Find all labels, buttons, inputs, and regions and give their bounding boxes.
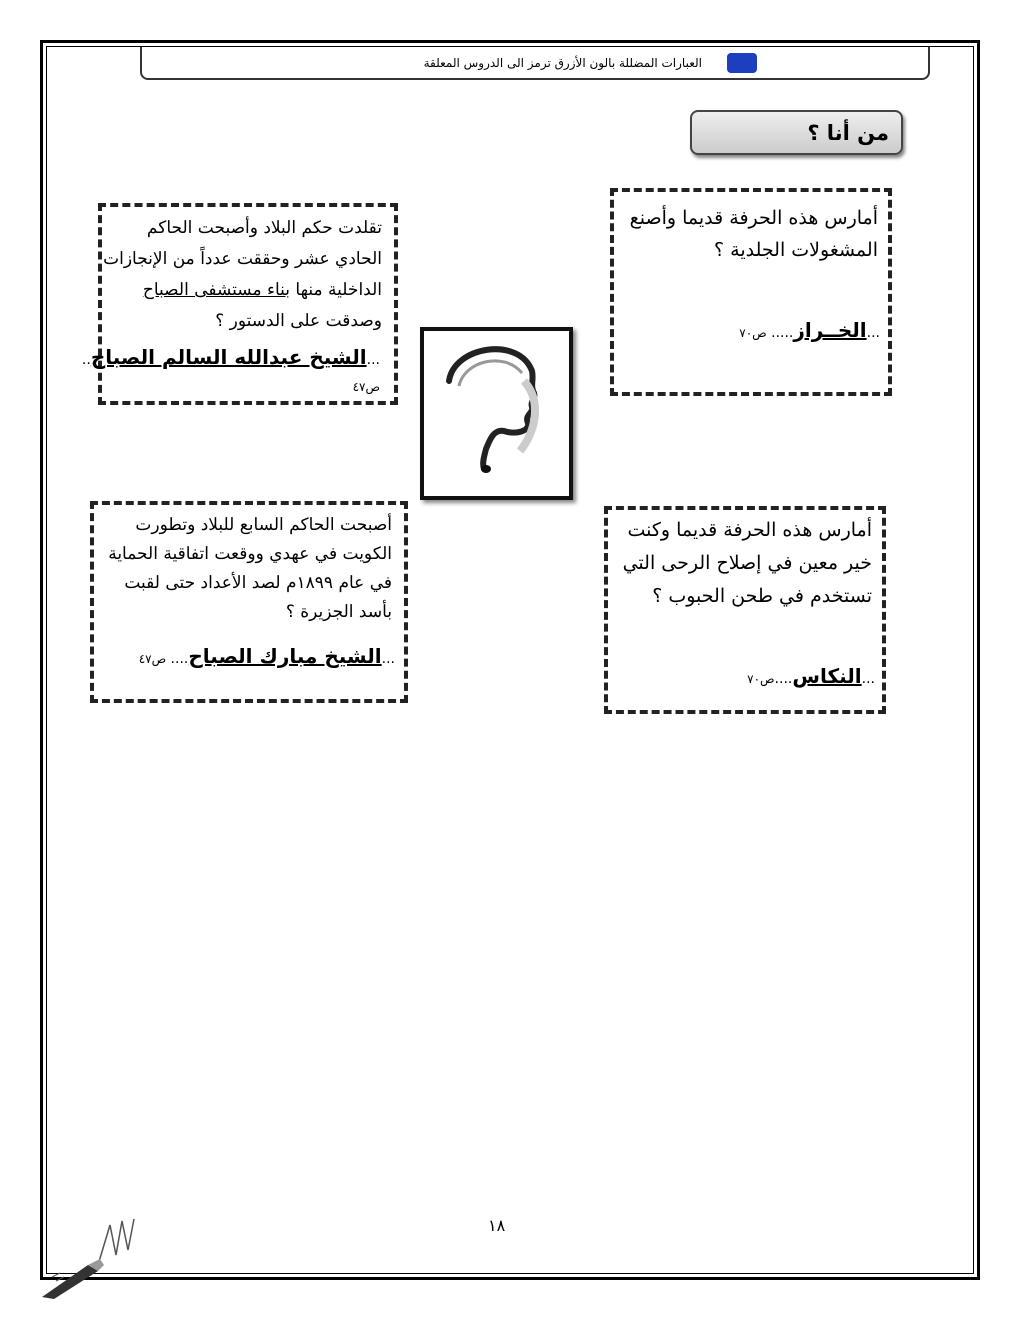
card-mubarak <box>90 501 408 703</box>
card-question: أمارس هذه الحرفة قديما وأصنع المشغولات الجلدية ؟ <box>629 207 878 261</box>
page-number: ١٨ <box>488 1216 506 1235</box>
answer-text: النكاس <box>792 664 862 688</box>
page-ref: ص٧٠ <box>747 672 775 686</box>
card-kharraz <box>610 188 892 396</box>
question-head-icon <box>424 331 569 496</box>
answer-text: الخــراز <box>793 318 867 342</box>
answer-text: الشيخ عبدالله السالم الصباح <box>90 345 367 369</box>
linked-lesson-text: بناء مستشفى الصباح <box>142 280 290 300</box>
card-answer-line: ...الشيخ عبدالله السالم الصباح.. <box>81 345 380 369</box>
legend-text: العبارات المضللة بالون الأزرق ترمز الى الدروس المعلقة <box>423 56 702 70</box>
page-title: من أنا ؟ <box>807 121 889 145</box>
page-ref: ص٤٧ <box>352 380 380 394</box>
answer-text: الشيخ مبارك الصباح <box>188 644 382 668</box>
pen-icon <box>38 1215 148 1300</box>
page-ref: ص٤٧ <box>138 652 167 666</box>
card-answer-line: ...النكاس....ص٧٠ <box>747 664 875 688</box>
card-answer-line: ...الخــراز..... ص٧٠ <box>739 318 880 342</box>
blue-swatch-icon <box>727 53 757 73</box>
card-question: أصبحت الحاكم السابع للبلاد وتطورت الكويت في عهدي ووقعت اتفاقية الحماية في عام ١٨٩٩م لصد الأعداد حتى لقبت بأسد الجزيرة ؟ <box>108 515 392 622</box>
page-ref: ص٧٠ <box>739 326 767 340</box>
card-question: أمارس هذه الحرفة قديما وكنت خير معين في إصلاح الرحى التي تستخدم في طحن الحبوب ؟ <box>622 519 872 607</box>
question-mark-image <box>420 327 573 500</box>
card-question: تقلدت حكم البلاد وأصبحت الحاكم الحادي عشر وحققت عدداً من الإنجازات الداخلية منها بناء مستشفى الصباح وصدقت على الدستور ؟ <box>103 218 382 331</box>
card-answer-line: ...الشيخ مبارك الصباح.... ص٤٧ <box>138 644 395 668</box>
title-box <box>690 110 903 155</box>
card-abdullah <box>98 203 398 405</box>
